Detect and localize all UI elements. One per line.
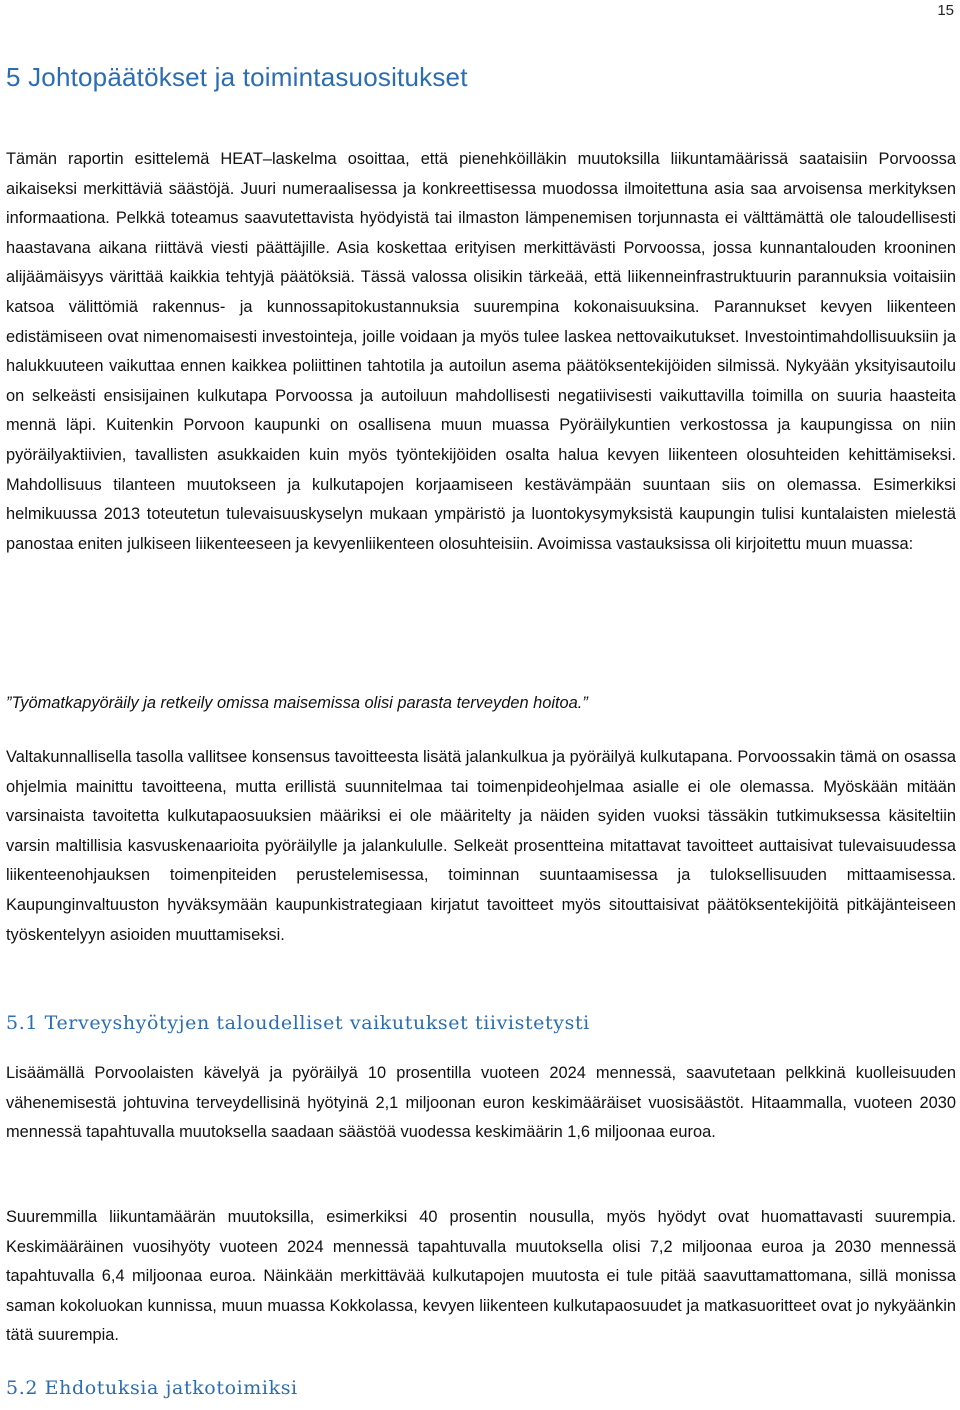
quote-paragraph: ”Työmatkapyöräily ja retkeily omissa maisemissa olisi parasta terveyden hoitoa.” [6,694,588,712]
section-heading-5-1: 5.1 Terveyshyötyjen taloudelliset vaikutukset tiivistetysti [6,1012,590,1034]
page-number: 15 [937,2,954,19]
body-paragraph-intro: Tämän raportin esittelemä HEAT–laskelma osoittaa, että pienehköilläkin muutoksilla liikuntamäärissä saataisiin Porvoossa aikaiseksi merkittäviä säästöjä. Juuri numeraalisessa ja konkreettisessa muodossa ilmoitettuna asia saa arvoisensa merkityksen informaationa. Pelkkä toteamus saavutettavista hyödyistä tai ilmaston lämpenemisen torjunnasta ei välttämättä ole taloudellisesti haastavana aikana riittävä viesti päättäjille. Asia koskettaa erityisen merkittävästi Porvoossa, jossa kunnantalouden krooninen alijäämäisyys värittää kaikkia tehtyjä päätöksiä. Tässä valossa olisikin tärkeää, että liikenneinfrastruktuurin parannuksia voitaisiin katsoa välittömiä rakennus- ja kunnossapitokustannuksia suurempina kokonaisuuksina. Parannukset kevyen liikenteen edistämiseen ovat nimenomaisesti investointeja, joille voidaan ja myös tulee laskea nettovaikutukset. Investointimahdollisuuksiin ja halukkuuteen vaikuttaa ennen kaikkea poliittinen tahtotila ja autoilun asema päätöksentekijöiden silmissä. Nykyään yksityisautoilu on selkeästi ensisijainen kulkutapa Porvoossa ja autoiluun mahdollisesti negatiivisesti vaikuttavilla toimilla on suuria haasteita mennä läpi. Kuitenkin Porvoon kaupunki on osallisena muun muassa Pyöräilykuntien verkostossa ja kaupungissa on niin pyöräilyaktiivien, tavallisten asukkaiden kuin myös työntekijöiden osalta halua kevyen liikenteen olosuhteiden kehittämiseksi. Mahdollisuus tilanteen muutokseen ja kulkutapojen korjaamiseen kestävämpään suuntaan siis on olemassa. Esimerkiksi helmikuussa 2013 toteutetun tulevaisuuskyselyn mukaan ympäristö ja luontokysymyksistä kaupungin tulisi kuntalaisten mielestä panostaa eniten julkiseen liikenteeseen ja kevyenliikenteen olosuhteisiin. Avoimissa vastauksissa oli kirjoitettu muun muassa: [6,150,956,553]
body-paragraph-5-1-b: Suuremmilla liikuntamäärän muutoksilla, esimerkiksi 40 prosentin nousulla, myös hyödyt ovat huomattavasti suurempia. Keskimääräinen vuosihyöty vuoteen 2024 mennessä tapahtuvalla muutoksella olisi 7,2 miljoonaa euroa ja 2030 mennessä tapahtuvalla 6,4 miljoonaa euroa. Näinkään merkittävää kulkutapojen muutosta ei tule pitää saavuttamattomana, sillä monissa saman kokoluokan kunnissa, muun muassa Kokkolassa, kevyen liikenteen kulkutapaosuudet ja matkasuoritteet ovat jo nykyäänkin tätä suurempia. [6,1208,956,1345]
body-paragraph-national: Valtakunnallisella tasolla vallitsee konsensus tavoitteesta lisätä jalankulkua ja pyöräilyä kulkutapana. Porvoossakin tämä on osassa ohjelmia mainittu tavoitteena, mutta erillistä suunnitelmaa tai toimenpideohjelmaa asialle ei ole olemassa. Myöskään mitään varsinaista tavoitetta kulkutapaosuuksien määriksi ei ole määritelty ja näiden syiden vuoksi tässäkin tutkimuksessa käsiteltiin varsin maltillisia kasvuskenaarioita pyöräilylle ja jalankululle. Selkeät prosentteina mitattavat tavoitteet auttaisivat tulevaisuudessa liikenteenohjauksen toimenpiteiden perustelemisessa, toiminnan suuntaamisessa ja tuloksellisuuden mittaamisessa. Kaupunginvaltuuston hyväksymään kaupunkistrategiaan kirjatut tavoitteet myös sitouttaisivat päätöksentekijöitä pitkäjänteiseen työskentelyyn asioiden muuttamiseksi. [6,748,956,944]
section-heading-5-2: 5.2 Ehdotuksia jatkotoimiksi [6,1377,298,1399]
chapter-heading: 5 Johtopäätökset ja toimintasuositukset [6,62,468,92]
body-paragraph-5-1-a: Lisäämällä Porvoolaisten kävelyä ja pyöräilyä 10 prosentilla vuoteen 2024 mennessä, saavutetaan pelkkinä kuolleisuuden vähenemisestä johtuvina terveydellisinä hyötyinä 2,1 miljoonan euron keskimääräiset vuosisäästöt. Hitaammalla, vuoteen 2030 mennessä tapahtuvalla muutoksella saadaan säästöä vuodessa keskimäärin 1,6 miljoonaa euroa. [6,1064,956,1142]
